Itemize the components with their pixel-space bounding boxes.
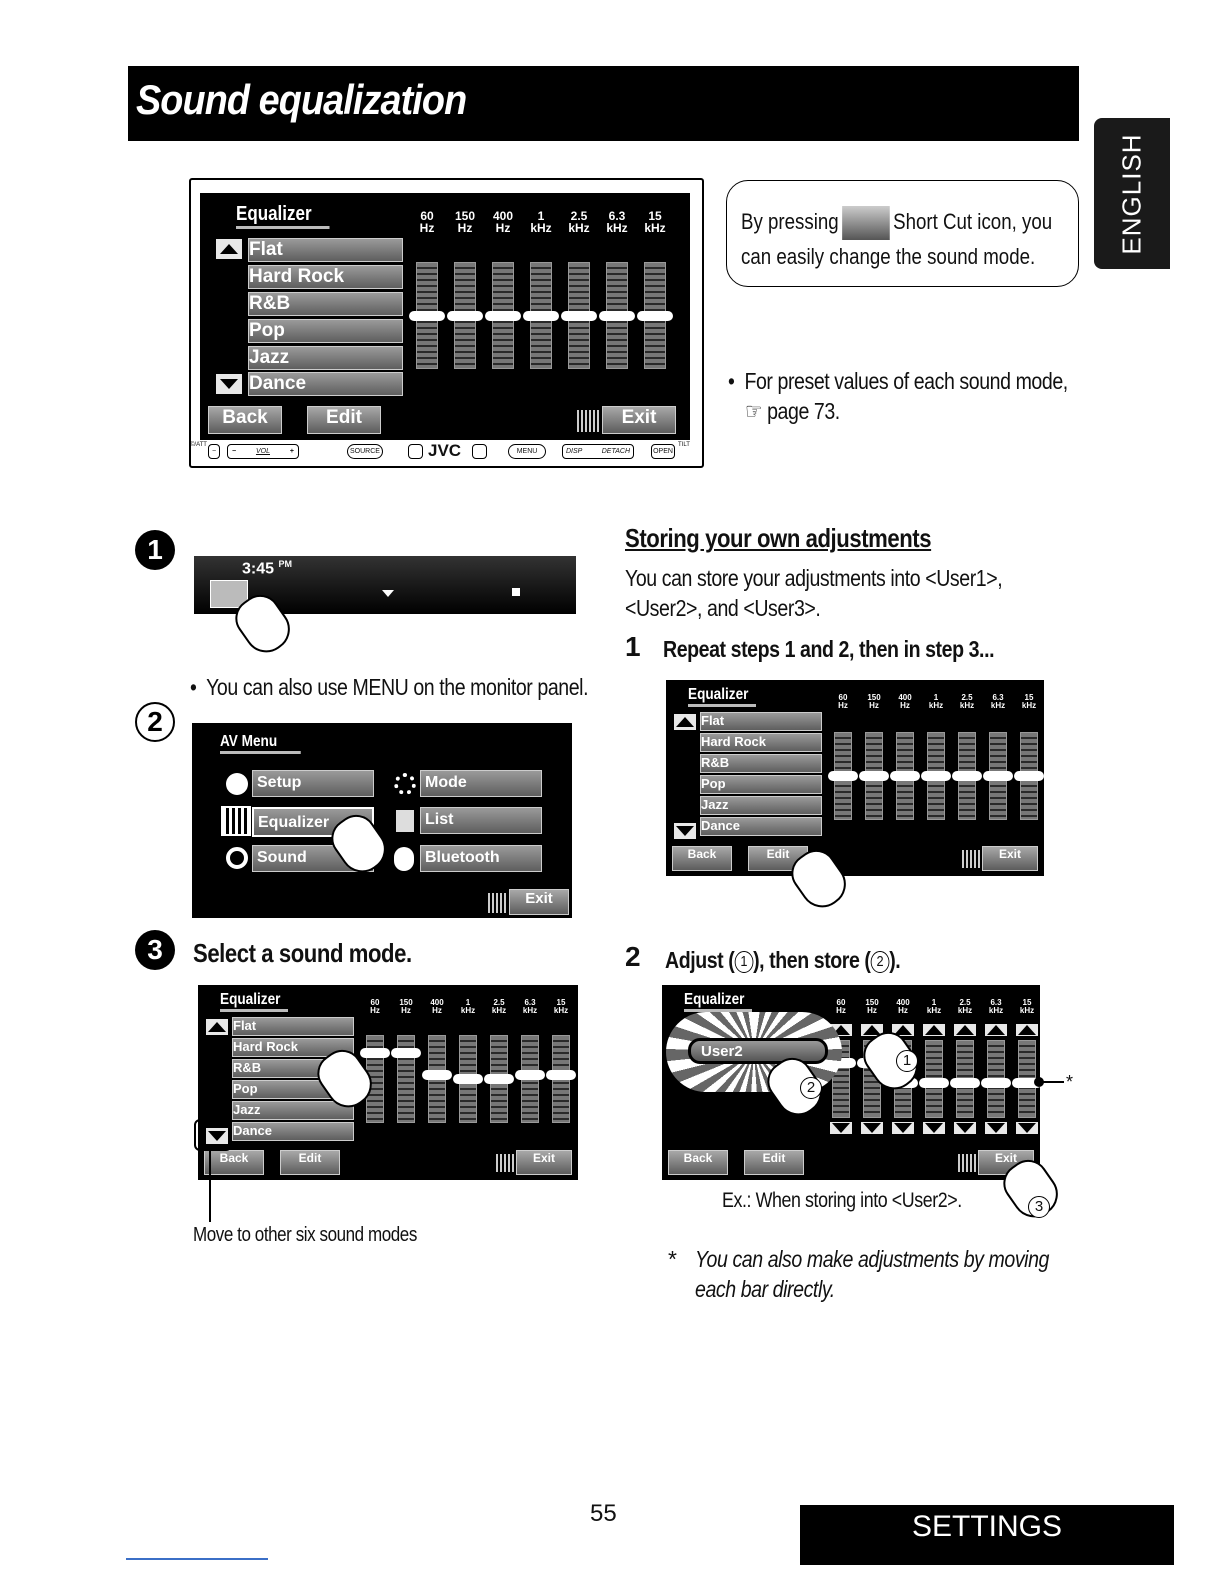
eq-band-knob[interactable] [360, 1048, 390, 1058]
eq-band-knob[interactable] [983, 771, 1013, 781]
preset-note-ref: page 73. [767, 398, 840, 424]
exit-button[interactable]: Exit [982, 846, 1038, 871]
band-up-button[interactable] [954, 1024, 976, 1036]
freq-label: 6.3 kHz [988, 998, 1004, 1015]
preset-item[interactable]: Pop [700, 775, 822, 794]
grip-icon [962, 850, 980, 868]
callout-text-after: Short Cut icon, you can easily change the sound mode. [741, 209, 1053, 270]
band-down-button[interactable] [892, 1122, 914, 1134]
preset-item[interactable]: R&B [232, 1059, 354, 1078]
eq-band-knob[interactable] [409, 311, 445, 321]
page-title: Sound equalization [136, 76, 467, 123]
freq-label: 2.5 kHz [957, 998, 973, 1015]
eq-title: Equalizer [688, 686, 756, 707]
circled-3-label: 3 [1028, 1196, 1050, 1218]
band-down-button[interactable] [954, 1122, 976, 1134]
eq-band-knob[interactable] [950, 1078, 980, 1088]
preset-pop[interactable]: Pop [248, 319, 403, 343]
freq-label: 6.3 kHz [606, 209, 628, 235]
reference-icon: ☞ [745, 398, 763, 424]
eq-band-knob[interactable] [485, 311, 521, 321]
tilt-label: TILT [678, 442, 690, 448]
menu-equalizer[interactable]: Equalizer [252, 807, 374, 837]
eq-band-knob[interactable] [859, 771, 889, 781]
step-3-number: 3 [135, 930, 175, 970]
exit-button[interactable]: Exit [602, 406, 676, 434]
freq-label: 2.5 kHz [568, 209, 590, 235]
grip-icon [496, 1154, 514, 1172]
step-1-number: 1 [135, 530, 175, 570]
edit-button[interactable]: Edit [280, 1150, 340, 1175]
menu-setup[interactable]: Setup [252, 770, 374, 797]
scroll-up-button[interactable] [206, 1019, 228, 1035]
freq-label: 60 Hz [419, 209, 435, 235]
edit-button[interactable]: Edit [748, 846, 808, 871]
back-button[interactable]: Back [208, 406, 282, 434]
source-button[interactable]: SOURCE [347, 444, 383, 459]
shortcut-icon [842, 206, 890, 240]
select-mode-heading: Select a sound mode. [193, 938, 412, 968]
page-title-bar [128, 66, 1079, 141]
brand-logo: JVC [428, 441, 462, 460]
freq-label: 60 Hz [370, 998, 380, 1015]
eq-band-knob[interactable] [828, 771, 858, 781]
att-button[interactable]: − [208, 444, 220, 459]
menu-list[interactable]: List [420, 807, 542, 834]
freq-label: 2.5 kHz [491, 998, 507, 1015]
preset-item[interactable]: Flat [700, 712, 822, 731]
step-2-number: 2 [135, 702, 175, 742]
adjust-note: You can also make adjustments by moving each bar directly. [695, 1246, 1049, 1302]
band-up-button[interactable] [985, 1024, 1007, 1036]
eq-band-knob[interactable] [391, 1048, 421, 1058]
eq-band-knob[interactable] [453, 1074, 483, 1084]
eq-band-knob[interactable] [890, 771, 920, 781]
freq-label: 6.3 kHz [522, 998, 538, 1015]
eq-title: Equalizer [220, 991, 288, 1012]
leader-line [209, 1150, 211, 1222]
move-note: Move to other six sound modes [193, 1224, 417, 1246]
eq-band-knob[interactable] [447, 311, 483, 321]
storing-line-2: <User2>, and <User3>. [625, 595, 821, 621]
exit-button[interactable]: Exit [516, 1150, 572, 1175]
freq-label: 1 kHz [530, 209, 552, 235]
freq-label: 15 kHz [1019, 998, 1035, 1015]
eq-band-knob[interactable] [981, 1078, 1011, 1088]
exit-button[interactable]: Exit [978, 1150, 1034, 1175]
edit-button[interactable]: Edit [744, 1150, 804, 1175]
preset-rnb[interactable]: R&B [248, 292, 403, 316]
eq-band-knob[interactable] [422, 1070, 452, 1080]
language-tab [1094, 118, 1170, 269]
scroll-down-button[interactable] [216, 374, 242, 394]
menu-button[interactable]: MENU [508, 444, 546, 459]
freq-label: 150 Hz [867, 693, 881, 710]
storing-step-1-number: 1 [625, 631, 641, 662]
scroll-down-button[interactable] [674, 823, 696, 839]
grip-icon [488, 893, 506, 913]
eq-band-knob[interactable] [599, 311, 635, 321]
clock-ampm: PM [278, 559, 292, 569]
bullet: • [190, 674, 197, 700]
eq-title: Equalizer [236, 203, 330, 229]
preset-item[interactable]: Jazz [232, 1101, 354, 1120]
eq-band-knob[interactable] [1014, 771, 1044, 781]
band-down-button[interactable] [1016, 1122, 1038, 1134]
preset-dance[interactable]: Dance [248, 372, 403, 396]
right-slot-button[interactable] [472, 444, 487, 459]
list-icon [396, 810, 414, 832]
bullet: • [728, 368, 735, 394]
footer-rule [126, 1558, 268, 1560]
eq-band-knob[interactable] [523, 311, 559, 321]
band-down-button[interactable] [861, 1122, 883, 1134]
freq-label: 150 Hz [399, 998, 413, 1015]
preset-note-text: For preset values of each sound mode, [744, 368, 1068, 394]
edit-button[interactable]: Edit [307, 406, 381, 434]
left-slot-button[interactable] [408, 444, 423, 459]
freq-label: 60 Hz [838, 693, 848, 710]
freq-label: 400 Hz [492, 209, 514, 235]
freq-label: 15 kHz [553, 998, 569, 1015]
volume-button[interactable]: − VOL + [227, 444, 299, 459]
asterisk-mark: * [1066, 1072, 1074, 1092]
freq-label: 1 kHz [928, 693, 944, 710]
open-button[interactable]: OPEN [651, 444, 675, 459]
user-preset-label: User2 [701, 1043, 743, 1060]
eq-band-knob[interactable] [637, 311, 673, 321]
preset-item[interactable]: Hard Rock [700, 733, 822, 752]
scroll-up-button[interactable] [674, 714, 696, 730]
back-button[interactable]: Back [668, 1150, 728, 1175]
band-down-button[interactable] [985, 1122, 1007, 1134]
equalizer-icon [221, 806, 251, 836]
preset-hard-rock[interactable]: Hard Rock [248, 265, 403, 289]
eq-band-knob[interactable] [561, 311, 597, 321]
preset-item[interactable]: Hard Rock [232, 1038, 354, 1057]
freq-label: 1 kHz [460, 998, 476, 1015]
menu-bluetooth[interactable]: Bluetooth [420, 845, 542, 872]
eq-title: Equalizer [684, 991, 752, 1012]
freq-label: 2.5 kHz [959, 693, 975, 710]
eq-band-knob[interactable] [546, 1070, 576, 1080]
storing-step-2-number: 2 [625, 941, 641, 972]
freq-label: 6.3 kHz [990, 693, 1006, 710]
note-asterisk: * [668, 1246, 677, 1272]
freq-label: 400 Hz [898, 693, 912, 710]
preset-item[interactable]: Flat [232, 1017, 354, 1036]
mode-icon [394, 773, 416, 795]
down-button-highlight [194, 1119, 232, 1151]
preset-item[interactable]: Pop [232, 1080, 354, 1099]
av-menu-exit-button[interactable]: Exit [509, 889, 569, 915]
page-number: 55 [590, 1500, 617, 1527]
band-down-button[interactable] [923, 1122, 945, 1134]
preset-item[interactable]: Dance [232, 1122, 354, 1141]
freq-label: 150 Hz [865, 998, 879, 1015]
preset-jazz[interactable]: Jazz [248, 346, 403, 370]
language-tab-label: ENGLISH [1116, 132, 1147, 255]
back-button[interactable]: Back [204, 1150, 264, 1175]
bluetooth-icon [394, 847, 414, 871]
storing-step-2-text: Adjust ( 1 ), then store ( 2 ). [665, 947, 901, 973]
av-menu-title: AV Menu [220, 733, 301, 754]
band-down-button[interactable] [830, 1122, 852, 1134]
sound-icon [226, 847, 248, 869]
preset-note [728, 366, 1068, 426]
section-footer: SETTINGS [800, 1505, 1174, 1565]
eq-band-knob[interactable] [921, 771, 951, 781]
shortcut-callout [726, 180, 1079, 287]
menu-note [190, 672, 590, 702]
disp-detach-button[interactable]: DISP DETACH [562, 444, 634, 459]
freq-label: 400 Hz [430, 998, 444, 1015]
dropdown-indicator-icon [382, 590, 394, 597]
menu-sound[interactable]: Sound [252, 845, 374, 872]
clock-time: 3:45 [242, 560, 275, 578]
freq-label: 1 kHz [926, 998, 942, 1015]
circled-1: 1 [734, 951, 753, 973]
eq-band-knob[interactable] [515, 1070, 545, 1080]
preset-item[interactable]: R&B [700, 754, 822, 773]
eq-band-knob[interactable] [919, 1078, 949, 1088]
user-preset-box[interactable] [688, 1038, 828, 1064]
square-indicator-icon [512, 588, 520, 596]
circled-2-label: 2 [800, 1077, 822, 1099]
freq-label: 15 kHz [1021, 693, 1037, 710]
eq-band-knob[interactable] [484, 1074, 514, 1084]
clock-display [242, 559, 292, 578]
freq-label: 400 Hz [896, 998, 910, 1015]
menu-note-text: You can also use MENU on the monitor panel. [206, 674, 589, 700]
band-up-button[interactable] [923, 1024, 945, 1036]
band-up-button[interactable] [1016, 1024, 1038, 1036]
preset-flat[interactable]: Flat [248, 238, 403, 262]
menu-mode[interactable]: Mode [420, 770, 542, 797]
grip-icon [577, 410, 599, 432]
preset-item[interactable]: Dance [700, 817, 822, 836]
freq-label: 60 Hz [836, 998, 846, 1015]
preset-item[interactable]: Jazz [700, 796, 822, 815]
storing-heading: Storing your own adjustments [625, 523, 932, 553]
setup-icon [226, 773, 248, 795]
circled-1-label: 1 [896, 1050, 918, 1072]
storing-line-1: You can store your adjustments into <User1>, [625, 565, 1003, 591]
freq-label: 15 kHz [644, 209, 666, 235]
example-caption: Ex.: When storing into <User2>. [722, 1189, 962, 1212]
scroll-up-button[interactable] [216, 239, 242, 259]
circled-2: 2 [871, 951, 890, 973]
asterisk-dot [1034, 1077, 1044, 1087]
callout-text-before: By pressing [741, 209, 839, 234]
freq-label: 150 Hz [454, 209, 476, 235]
head-unit-bezel [190, 440, 702, 466]
back-button[interactable]: Back [672, 846, 732, 871]
grip-icon [958, 1154, 976, 1172]
att-label: ©/ATT [190, 442, 207, 448]
eq-band-knob[interactable] [952, 771, 982, 781]
storing-step-1-text: Repeat steps 1 and 2, then in step 3... [663, 636, 995, 662]
